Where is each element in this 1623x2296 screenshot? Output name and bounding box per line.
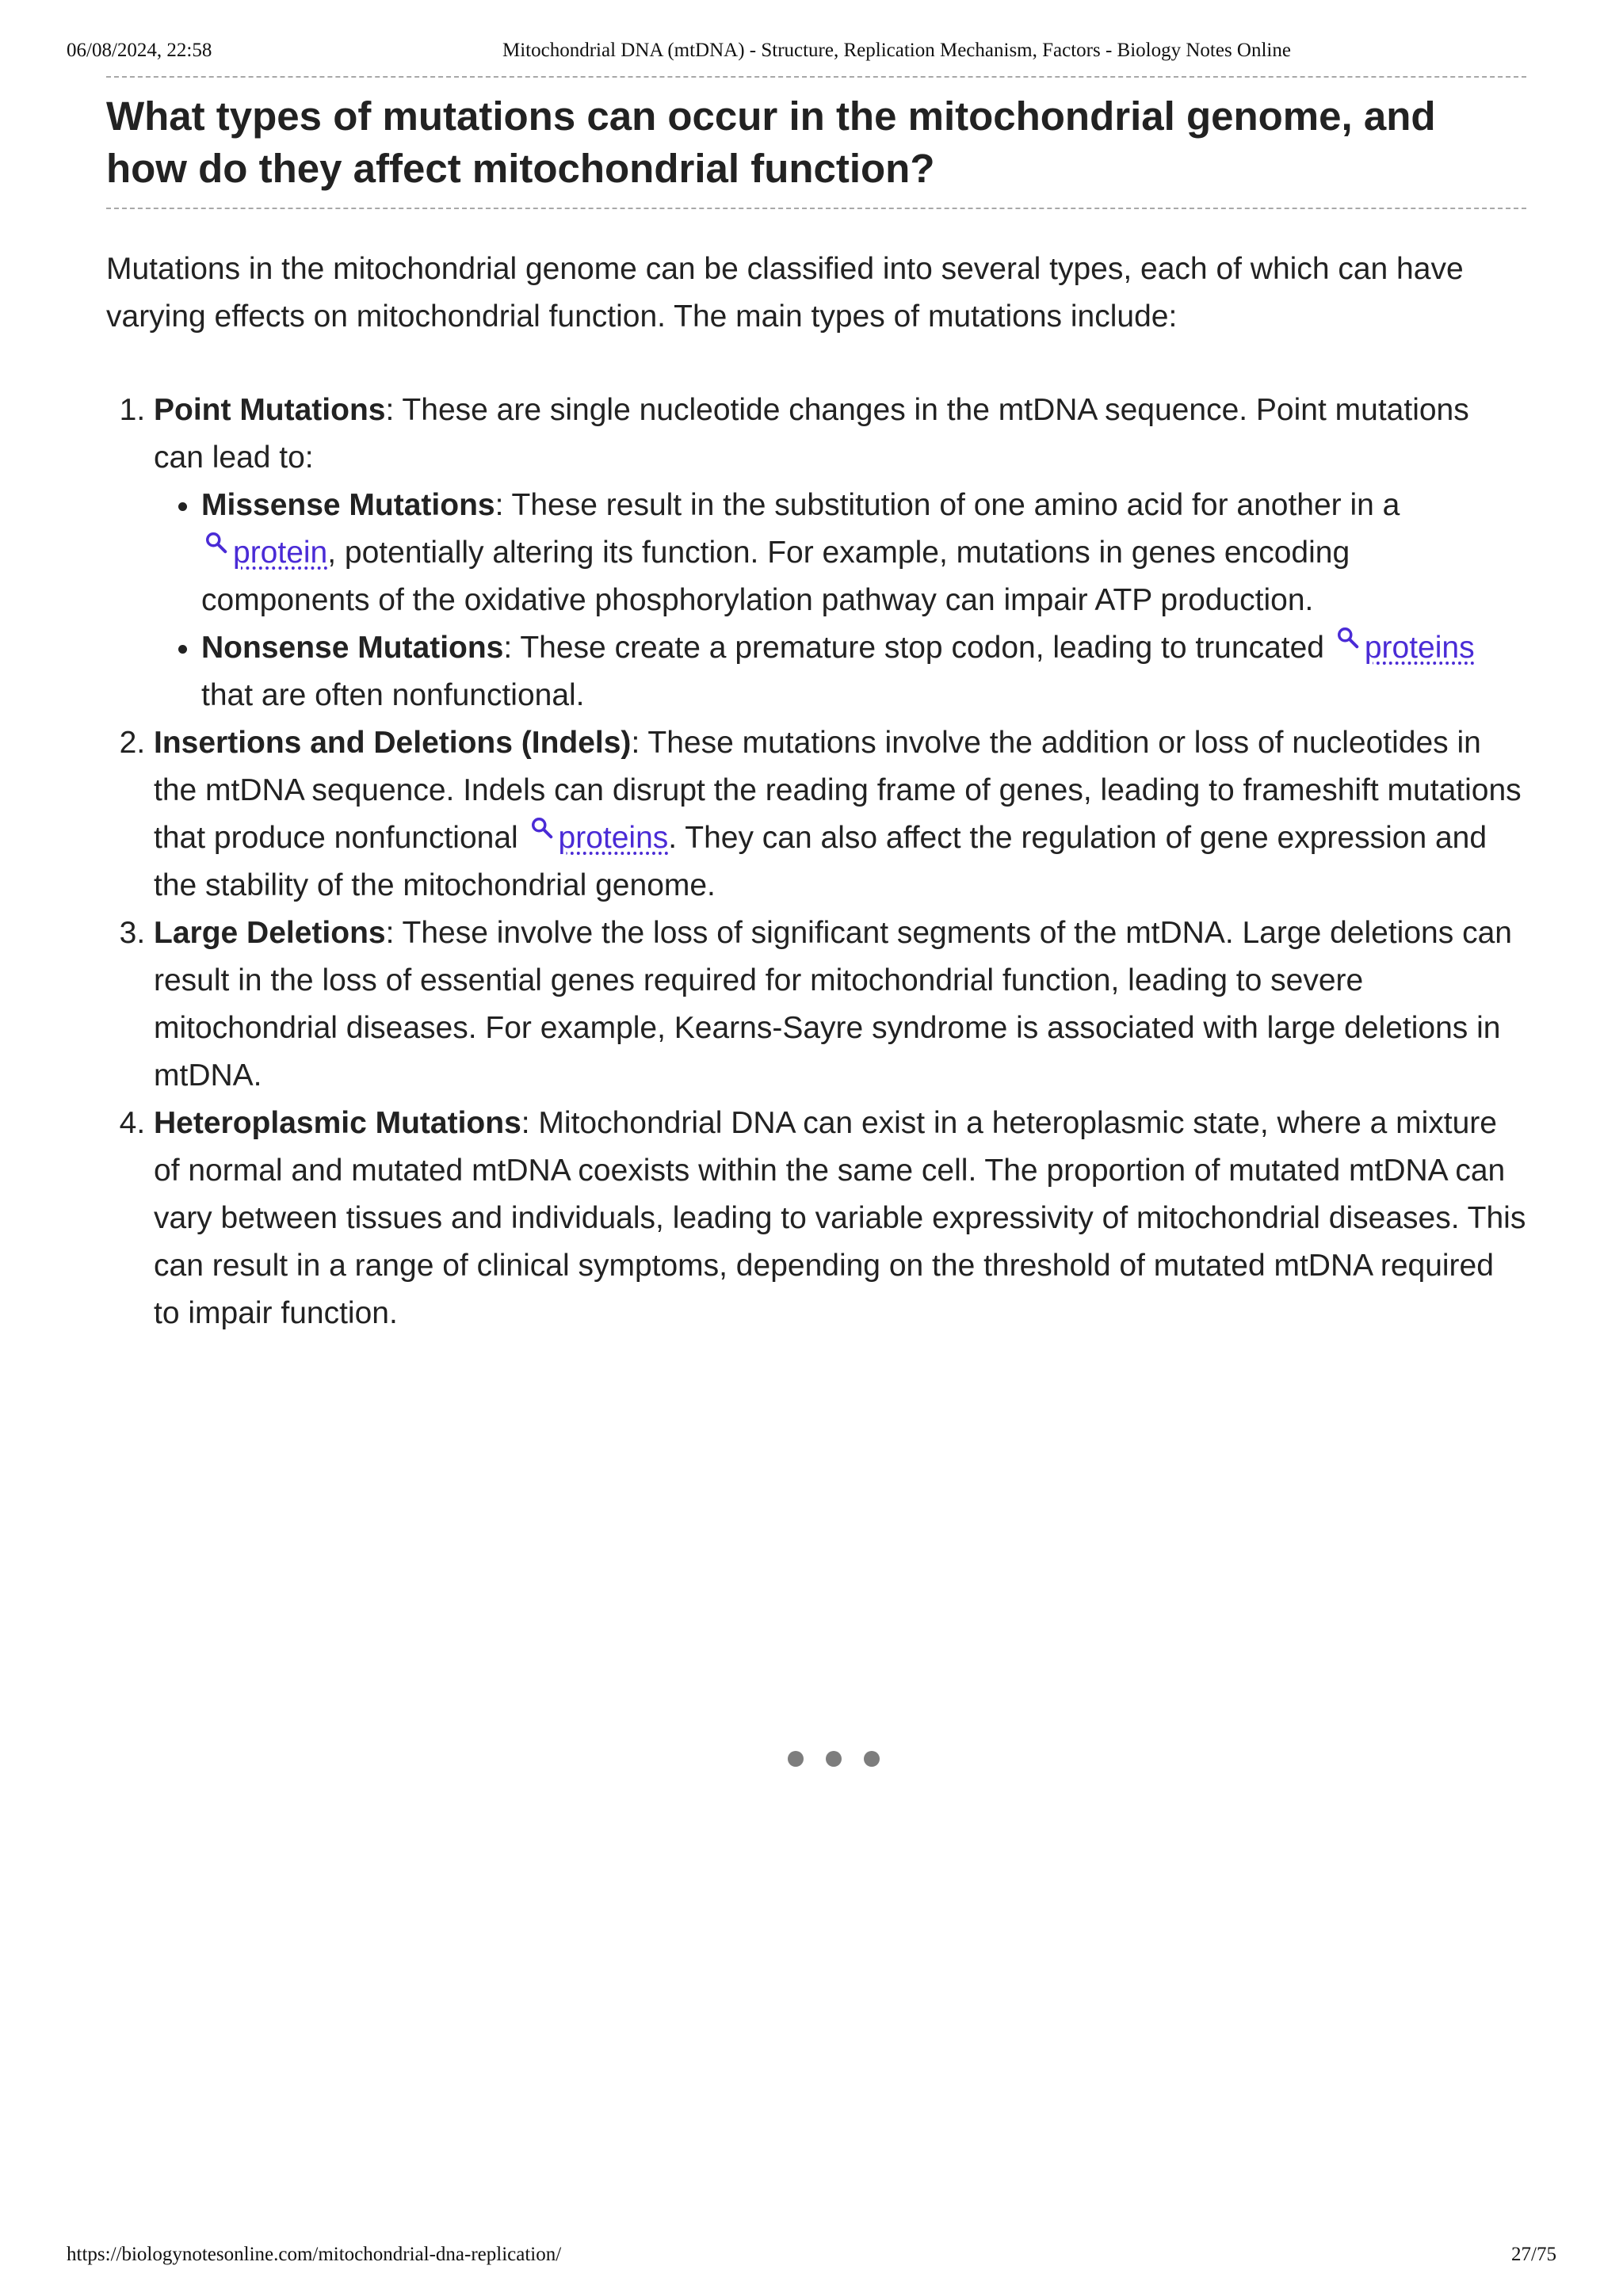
- keyword-link-proteins[interactable]: proteins: [558, 821, 669, 855]
- keyword-link-wrapper: [1333, 631, 1475, 665]
- keyword-link-wrapper: [201, 536, 327, 570]
- list-item-term: Nonsense Mutations: [201, 631, 504, 665]
- list-item: [201, 482, 1526, 624]
- list-item-text: that are often nonfunctional.: [201, 678, 585, 712]
- loading-indicator: [788, 1751, 883, 1770]
- intro-paragraph: Mutations in the mitochondrial genome can be classified into several types, each of which can have varying effects on mitochondrial function. The main types of mutations include:: [106, 252, 1464, 334]
- list-item: [154, 1100, 1526, 1337]
- list-item-term: Large Deletions: [154, 916, 386, 950]
- list-item-term: Point Mutations: [154, 393, 386, 427]
- list-item-text: : These result in the substitution of one amino acid for another in a: [495, 488, 1400, 522]
- loading-dot: [826, 1751, 842, 1767]
- print-url: https://biologynotesonline.com/mitochondrial-dna-replication/: [67, 2244, 562, 2265]
- print-datetime: 06/08/2024, 22:58: [67, 40, 212, 61]
- search-icon: [204, 531, 228, 555]
- loading-dot: [788, 1751, 804, 1767]
- list-item: [154, 387, 1526, 719]
- keyword-link-protein[interactable]: protein: [233, 536, 328, 570]
- list-item-text: : These create a premature stop codon, leading to truncated: [503, 631, 1324, 665]
- search-icon: [530, 816, 554, 840]
- keyword-link-proteins[interactable]: proteins: [1364, 631, 1475, 665]
- list-item-term: Heteroplasmic Mutations: [154, 1106, 521, 1140]
- list-item-text: : These involve the loss of significant segments of the mtDNA. Large deletions can result in the loss of essential genes required for mitochondrial function, leading to severe mitochondrial diseases. For example, Kearns-Sayre syndrome is associated with large deletions in mtDNA.: [154, 916, 1512, 1093]
- list-item: [201, 624, 1526, 719]
- list-item-text: : Mitochondrial DNA can exist in a heteroplasmic state, where a mixture of normal and mutated mtDNA coexists within the same cell. The proportion of mutated mtDNA can vary between tissues and individuals, leading to variable expressivity of mitochondrial diseases. This can result in a range of clinical symptoms, depending on the threshold of mutated mtDNA required to impair function.: [154, 1106, 1526, 1330]
- print-page-title: Mitochondrial DNA (mtDNA) - Structure, Replication Mechanism, Factors - Biology Notes Online: [502, 40, 1291, 61]
- list-item-text: . They can also affect the regulation of gene expression and the stability of the mitochondrial genome.: [154, 821, 1487, 902]
- loading-dot: [864, 1751, 880, 1767]
- list-item-term: Missense Mutations: [201, 488, 495, 522]
- print-footer: [67, 2244, 1556, 2275]
- list-item-text: : These mutations involve the addition or loss of nucleotides in the mtDNA sequence. Indels can disrupt the reading frame of genes, leading to frameshift mutations that produce nonfunctional: [154, 726, 1522, 855]
- list-item-term: Insertions and Deletions (Indels): [154, 726, 632, 760]
- print-header: [67, 40, 1556, 71]
- list-item-text: , potentially altering its function. For example, mutations in genes encoding components of the oxidative phosphorylation pathway can impair ATP production.: [201, 536, 1350, 617]
- mutation-types-list: [106, 387, 1526, 1337]
- list-item: [154, 719, 1526, 910]
- section-heading: What types of mutations can occur in the mitochondrial genome, and how do they affect mitochondrial function?: [106, 76, 1526, 209]
- list-item: [154, 910, 1526, 1100]
- article-content: [106, 76, 1526, 1337]
- print-page-number: 27/75: [1511, 2244, 1556, 2265]
- search-icon: [1336, 626, 1360, 650]
- keyword-link-wrapper: [527, 821, 669, 855]
- list-item-text: : These are single nucleotide changes in the mtDNA sequence. Point mutations can lead to:: [154, 393, 1469, 475]
- point-mutation-sublist: [154, 482, 1526, 719]
